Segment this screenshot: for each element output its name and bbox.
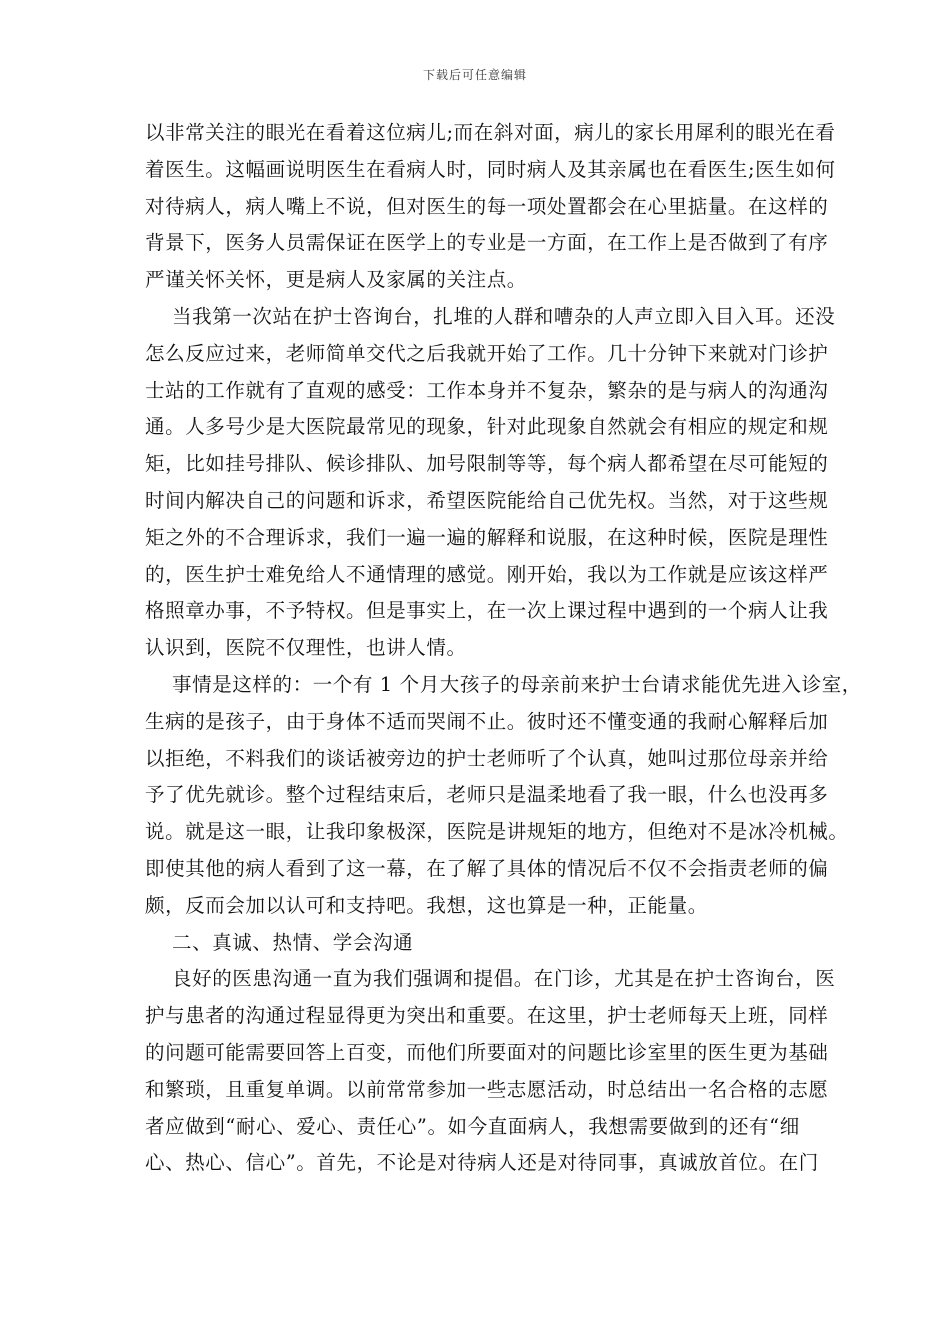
text-line: 者应做到“耐心、爱心、责任心”。如今直面病人，我想需要做到的还有“细 [145, 1114, 800, 1138]
text-line: 事情是这样的：一个有 1 个月大孩子的母亲前来护士台请求能优先进入诊室， [172, 672, 862, 696]
text-line: 说。就是这一眼，让我印象极深，医院是讲规矩的地方，但绝对不是冰冷机械。 [145, 820, 849, 844]
text-line: 通。人多号少是大医院最常见的现象，针对此现象自然就会有相应的规定和规 [145, 415, 829, 439]
text-line: 即使其他的病人看到了这一幕，在了解了具体的情况后不仅不会指责老师的偏 [145, 856, 829, 880]
text-line: 的问题可能需要回答上百变，而他们所要面对的问题比诊室里的医生更为基础 [145, 1040, 829, 1064]
text-line: 护与患者的沟通过程显得更为突出和重要。在这里，护士老师每天上班，同样 [145, 1004, 829, 1028]
text-line: 生病的是孩子，由于身体不适而哭闹不止。彼时还不懂变通的我耐心解释后加 [145, 709, 829, 733]
text-line: 着医生。这幅画说明医生在看病人时，同时病人及其亲属也在看医生;医生如何 [145, 157, 836, 181]
text-line: 士站的工作就有了直观的感受：工作本身并不复杂，繁杂的是与病人的沟通沟 [145, 378, 829, 402]
text-line: 以拒绝，不料我们的谈话被旁边的护士老师听了个认真，她叫过那位母亲并给 [145, 746, 829, 770]
text-line: 以非常关注的眼光在看着这位病儿;而在斜对面，病儿的家长用犀利的眼光在看 [145, 121, 836, 144]
text-line: 良好的医患沟通一直为我们强调和提倡。在门诊，尤其是在护士咨询台，医 [172, 967, 836, 991]
text-line: 格照章办事，不予特权。但是事实上，在一次上课过程中遇到的一个病人让我 [145, 599, 829, 623]
text-line: 怎么反应过来，老师简单交代之后我就开始了工作。几十分钟下来就对门诊护 [145, 341, 829, 365]
text-line: 认识到，医院不仅理性，也讲人情。 [145, 636, 467, 660]
text-line: 的，医生护士难免给人不通情理的感觉。刚开始，我以为工作就是应该这样严 [145, 562, 829, 586]
text-line: 和繁琐，且重复单调。以前常常参加一些志愿活动，时总结出一名合格的志愿 [145, 1077, 829, 1101]
text-line: 背景下，医务人员需保证在医学上的专业是一方面，在工作上是否做到了有序 [145, 231, 829, 255]
text-line: 矩，比如挂号排队、候诊排队、加号限制等等，每个病人都希望在尽可能短的 [145, 452, 829, 476]
text-line: 矩之外的不合理诉求，我们一遍一遍的解释和说服，在这种时候，医院是理性 [145, 525, 829, 549]
document-body [145, 115, 862, 1182]
text-line: 时间内解决自己的问题和诉求，希望医院能给自己优先权。当然，对于这些规 [145, 488, 829, 512]
text-line: 颇，反而会加以认可和支持吧。我想，这也算是一种，正能量。 [145, 893, 708, 917]
text-line: 二、真诚、热情、学会沟通 [172, 930, 414, 954]
text-line: 对待病人，病人嘴上不说，但对医生的每一项处置都会在心里掂量。在这样的 [145, 194, 829, 218]
text-line: 当我第一次站在护士咨询台，扎堆的人群和嘈杂的人声立即入目入耳。还没 [172, 304, 836, 328]
page-header: 下载后可任意编辑 [422, 68, 527, 82]
text-line: 严谨关怀关怀，更是病人及家属的关注点。 [145, 268, 527, 292]
text-line: 心、热心、信心”。首先，不论是对待病人还是对待同事，真诚放首位。在门 [145, 1151, 819, 1175]
text-line: 予了优先就诊。整个过程结束后，老师只是温柔地看了我一眼，什么也没再多 [145, 783, 829, 807]
